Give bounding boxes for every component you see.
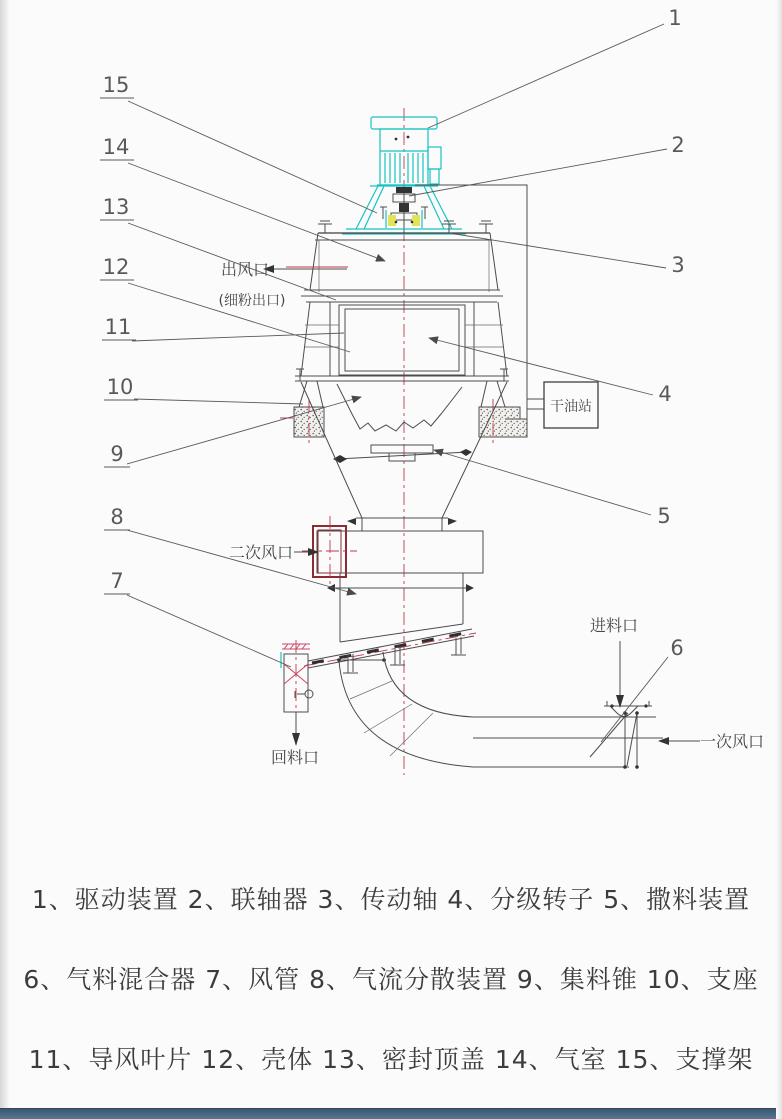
return-material-port-label: 回料口: [270, 748, 320, 767]
callout-3: 3: [671, 253, 685, 277]
flow-annotations: [219, 260, 764, 767]
legend-line-3: 11、导风叶片 12、壳体 13、密封顶盖 14、气室 15、支撑架: [28, 1045, 754, 1074]
callout-4: 4: [658, 382, 672, 406]
grease-station: [415, 185, 598, 428]
legend-line-2: 6、气料混合器 7、风管 8、气流分散装置 9、集料锥 10、支座: [23, 965, 759, 994]
callout-14: 14: [102, 135, 130, 159]
secondary-air-inlet-label: 二次风口: [228, 543, 294, 562]
supports-and-foundation: [280, 381, 527, 444]
callout-9: 9: [110, 442, 124, 466]
callout-6: 6: [670, 636, 684, 660]
feed-inlet-label: 进料口: [589, 616, 639, 635]
yellow-pad: [388, 215, 396, 226]
shell-and-classifier-chamber: [295, 302, 509, 381]
air-duct-elbow: [337, 652, 473, 767]
callout-11: 11: [104, 315, 132, 339]
secondary-air-chamber: [302, 516, 483, 587]
collecting-cone: [337, 384, 462, 431]
callout-15: 15: [102, 73, 130, 97]
legend-line-1: 1、驱动装置 2、联轴器 3、传动轴 4、分级转子 5、撒料装置: [31, 885, 751, 914]
spreading-device: [333, 445, 472, 463]
callout-10: 10: [106, 375, 134, 399]
concrete-pad-right: [479, 407, 527, 437]
callout-1: 1: [668, 6, 682, 30]
airflow-dispersing-section: [327, 573, 474, 642]
primary-air-inlet-label: 一次风口: [699, 732, 765, 751]
grease-station-label: 干油站: [550, 399, 592, 415]
return-pipe: [304, 629, 476, 673]
callout-5: 5: [657, 504, 671, 528]
callout-13: 13: [102, 195, 130, 219]
callout-12: 12: [102, 255, 130, 279]
air-outlet-label: 出风口: [220, 260, 270, 279]
return-feeder-airlock: [281, 640, 313, 746]
callout-8: 8: [110, 505, 124, 529]
callout-2: 2: [671, 133, 685, 157]
air-material-mixer-plate: [590, 713, 628, 757]
callout-7: 7: [110, 569, 124, 593]
feed-funnel: [604, 641, 652, 717]
fine-powder-outlet-label: (细粉出口): [218, 293, 286, 309]
yellow-pad: [412, 215, 420, 226]
horizontal-air-duct: [473, 711, 663, 769]
window-bottom-edge-bar: [0, 1108, 782, 1119]
callout-leaders-right: [409, 6, 685, 742]
